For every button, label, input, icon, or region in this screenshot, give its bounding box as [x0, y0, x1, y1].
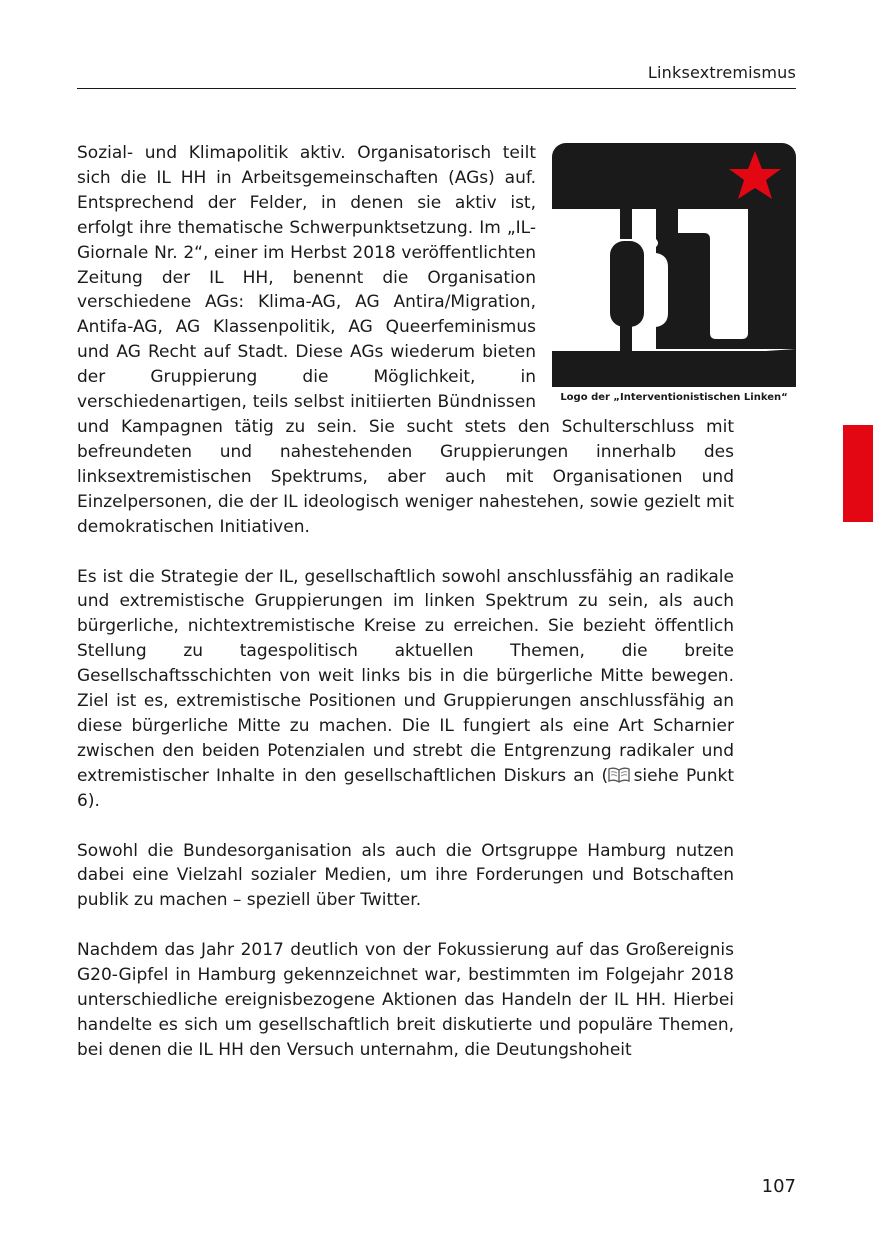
- paragraph-2: [77, 565, 734, 814]
- chapter-side-tab: [843, 425, 873, 522]
- paragraph-4: Nachdem das Jahr 2017 deutlich von der Fokussierung auf das Großereignis G20-Gipfel in Hamburg gekennzeichnet war, bestimmten im Folgejahr 2018 unterschiedliche ereignisbezogene Aktionen das Handeln der IL HH. Hierbei handelte es sich um gesellschaftlich breit diskutierte und populäre Themen, bei denen die IL HH den Versuch unternahm, die Deutungshoheit: [77, 940, 734, 1060]
- paragraph-3: Sowohl die Bundesorganisation als auch die Ortsgruppe Hamburg nutzen dabei eine Vielzahl sozialer Medien, um ihre Forderungen und Botschaften publik zu machen – speziell über Twitter.: [77, 840, 734, 911]
- paragraph-2-text: Es ist die Strategie der IL, gesellschaftlich sowohl anschlussfähig an radikale und extremistische Gruppierungen im linken Spektrum zu sein, als auch bürgerliche, nichtextremistische Kreise zu erreichen. Sie bezieht öffentlich Stellung zu tagespolitisch aktuellen Themen, die breite Gesellschaftsschichten von weit links bis in die bürgerliche Mitte bewegen. Ziel ist es, extremistische Positionen und Gruppierungen anschlussfähig an diese bürgerliche Mitte zu machen. Die IL fungiert als eine Art Scharnier zwischen den beiden Potenzialen und strebt die Entgrenzung radikaler und extremistischer Inhalte in den gesellschaftlichen Diskurs an (: [77, 566, 734, 786]
- il-logo-icon: [552, 143, 796, 387]
- running-title: Linksextremismus: [647, 63, 796, 82]
- book-icon: [608, 767, 630, 783]
- body-text: [77, 141, 788, 1088]
- cross-reference-link[interactable]: siehe Punkt 6: [77, 765, 734, 811]
- paragraph-1: Sozial- und Klimapolitik aktiv. Organisatorisch teilt sich die IL HH in Arbeitsgemeinschaften (AGs) auf. Entsprechend der Felder, in denen sie aktiv ist, erfolgt ihre thematische Schwerpunktsetzung. Im „IL-Giornale Nr. 2“, einer im Herbst 2018 veröffentlichten Zeitung der IL HH, benennt die Organisation verschiedene AGs: Klima-AG, AG Antira/Migration, Antifa-AG, AG Klassenpolitik, AG Queerfeminismus und AG Recht auf Stadt. Diese AGs wiederum bieten der Gruppierung die Möglichkeit, in verschiedenartigen, teils selbst initiierten Bündnissen und Kampagnen tätig zu sein. Sie sucht stets den Schulterschluss mit befreundeten und nahestehenden Gruppierungen innerhalb des linksextremistischen Spektrums, aber auch mit Organisationen und Einzelpersonen, die der IL ideologisch weniger nahestehen, sowie gezielt mit demokratischen Initiativen.: [77, 143, 734, 537]
- header-rule: [77, 88, 796, 89]
- logo-caption: Logo der „Interventionistischen Linken“: [560, 392, 788, 403]
- logo-figure: [552, 143, 796, 404]
- paragraph-2-end: ).: [87, 790, 100, 811]
- page-number: 107: [761, 1176, 796, 1197]
